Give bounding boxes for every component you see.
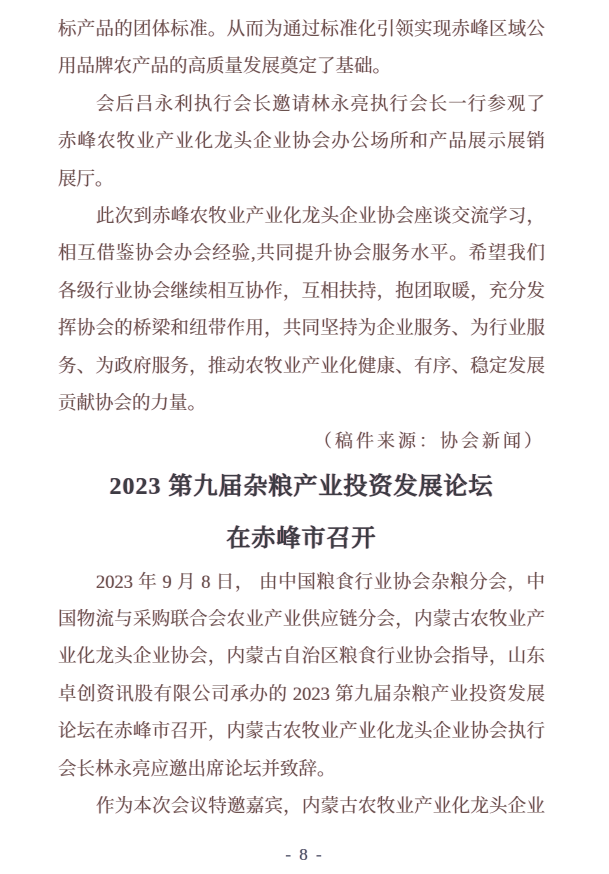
paragraph-summary [58, 199, 545, 423]
paragraph-visit [58, 87, 545, 199]
body-line: 论坛在赤峰市召开，内蒙古农牧业产业化龙头企业协会执行 [58, 722, 545, 743]
page-number: - 8 - [285, 845, 324, 864]
body-line: 会后吕永利执行会长邀请林永亮执行会长一行参观了 [96, 94, 545, 115]
article-title-line2: 在赤峰市召开 [226, 525, 377, 552]
body-line: 赤峰农牧业产业化龙头企业协会办公场所和产品展示展销 [58, 132, 545, 153]
body-line: 贡献协会的力量。 [58, 393, 207, 414]
body-line: 作为本次会议特邀嘉宾，内蒙古农牧业产业化龙头企业 [96, 797, 545, 818]
body-line: 标产品的团体标准。从而为通过标准化引领实现赤峰区域公 [58, 20, 545, 40]
body-line: 业化龙头企业协会，内蒙古自治区粮食行业协会指导，山东 [58, 647, 545, 668]
body-line: 此次到赤峰农牧业产业化龙头企业协会座谈交流学习， [96, 206, 545, 227]
body-line: 挥协会的桥梁和纽带作用，共同坚持为企业服务、为行业服 [58, 319, 545, 340]
body-line: 各级行业协会继续相互协作，互相扶持，抱团取暖，充分发 [58, 281, 545, 302]
body-line: 相互借鉴协会办会经验,共同提升协会服务水平。希望我们 [58, 244, 545, 265]
body-line: 务、为政府服务，推动农牧业产业化健康、有序、稳定发展 [58, 356, 545, 377]
body-line: 国物流与采购联合会农业产业供应链分会，内蒙古农牧业产 [58, 610, 545, 631]
page-content [58, 12, 545, 826]
body-line: 卓创资讯股有限公司承办的 2023 第九届杂粮产业投资发展 [58, 684, 545, 705]
paragraph-guest [58, 789, 545, 826]
body-line: 用品牌农产品的高质量发展奠定了基础。 [58, 57, 392, 78]
body-line: 展厅。 [58, 169, 114, 190]
article-title-line1: 2023 第九届杂粮产业投资发展论坛 [109, 473, 494, 500]
source-note: （稿件来源：协会新闻） [314, 431, 545, 452]
body-line: 会长林永亮应邀出席论坛并致辞。 [58, 759, 336, 780]
body-line: 2023 年 9 月 8 日， 由中国粮食行业协会杂粮分会，中 [96, 572, 545, 593]
paragraph-continuation [58, 12, 545, 87]
paragraph-forum-intro [58, 565, 545, 789]
